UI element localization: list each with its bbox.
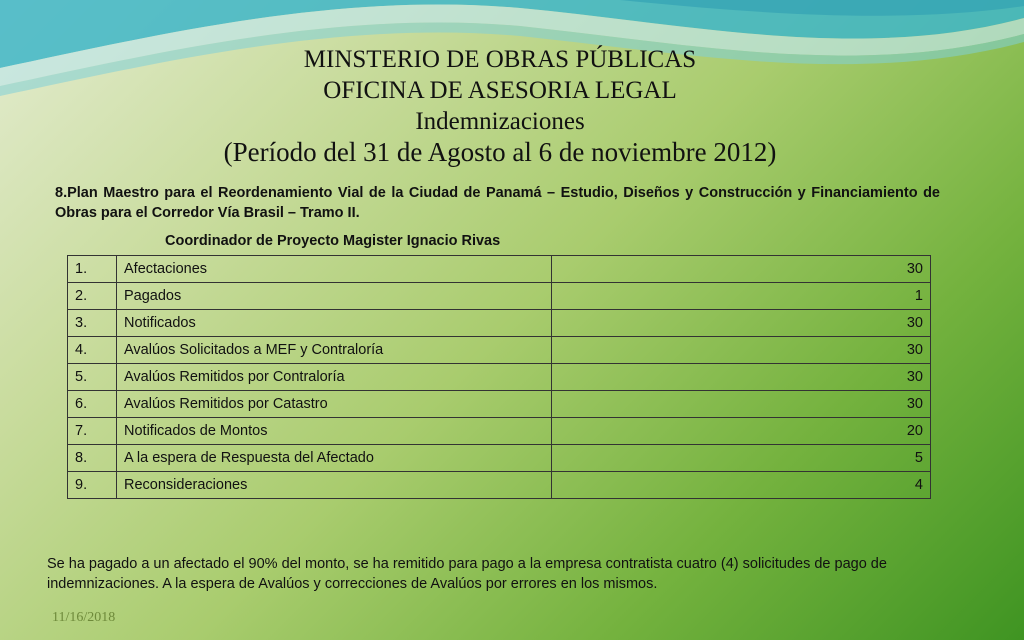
row-number: 1. [68, 256, 117, 283]
slide-date: 11/16/2018 [52, 610, 116, 625]
indemnization-table [67, 255, 931, 499]
row-value: 30 [552, 310, 931, 337]
row-value: 30 [552, 391, 931, 418]
row-label: Avalúos Solicitados a MEF y Contraloría [117, 337, 552, 364]
project-coordinator: Coordinador de Proyecto Magister Ignacio Rivas [165, 233, 501, 249]
project-description: 8.Plan Maestro para el Reordenamiento Vial de la Ciudad de Panamá – Estudio, Diseños y Construcción y Financiamiento de Obras para el Corredor Vía Brasil – Tramo II. [55, 185, 940, 221]
table-row [68, 472, 931, 499]
title-line-office: OFICINA DE ASESORIA LEGAL [323, 77, 677, 104]
row-value: 1 [552, 283, 931, 310]
table-row [68, 391, 931, 418]
title-line-period: (Período del 31 de Agosto al 6 de noviembre 2012) [223, 137, 777, 167]
table-row [68, 418, 931, 445]
row-number: 6. [68, 391, 117, 418]
row-label: Notificados de Montos [117, 418, 552, 445]
row-label: Reconsideraciones [117, 472, 552, 499]
row-number: 9. [68, 472, 117, 499]
row-value: 30 [552, 256, 931, 283]
row-value: 30 [552, 337, 931, 364]
table-row [68, 283, 931, 310]
row-value: 4 [552, 472, 931, 499]
slide-title [0, 44, 1000, 168]
row-number: 2. [68, 283, 117, 310]
row-label: Notificados [117, 310, 552, 337]
row-number: 4. [68, 337, 117, 364]
row-label: Avalúos Remitidos por Catastro [117, 391, 552, 418]
row-number: 5. [68, 364, 117, 391]
table-row [68, 256, 931, 283]
row-label: Afectaciones [117, 256, 552, 283]
row-label: Avalúos Remitidos por Contraloría [117, 364, 552, 391]
row-label: A la espera de Respuesta del Afectado [117, 445, 552, 472]
row-number: 7. [68, 418, 117, 445]
title-line-ministry: MINSTERIO DE OBRAS PÚBLICAS [303, 46, 697, 73]
row-number: 8. [68, 445, 117, 472]
table-row [68, 445, 931, 472]
row-value: 5 [552, 445, 931, 472]
table-row [68, 337, 931, 364]
table-row [68, 310, 931, 337]
row-value: 30 [552, 364, 931, 391]
table-row [68, 364, 931, 391]
summary-paragraph: Se ha pagado a un afectado el 90% del monto, se ha remitido para pago a la empresa contratista cuatro (4) solicitudes de pago de indemnizaciones. A la espera de Avalúos y correcciones de Avalúos por errores en los mismos. [47, 556, 887, 592]
title-line-topic: Indemnizaciones [415, 108, 585, 135]
row-number: 3. [68, 310, 117, 337]
row-label: Pagados [117, 283, 552, 310]
row-value: 20 [552, 418, 931, 445]
